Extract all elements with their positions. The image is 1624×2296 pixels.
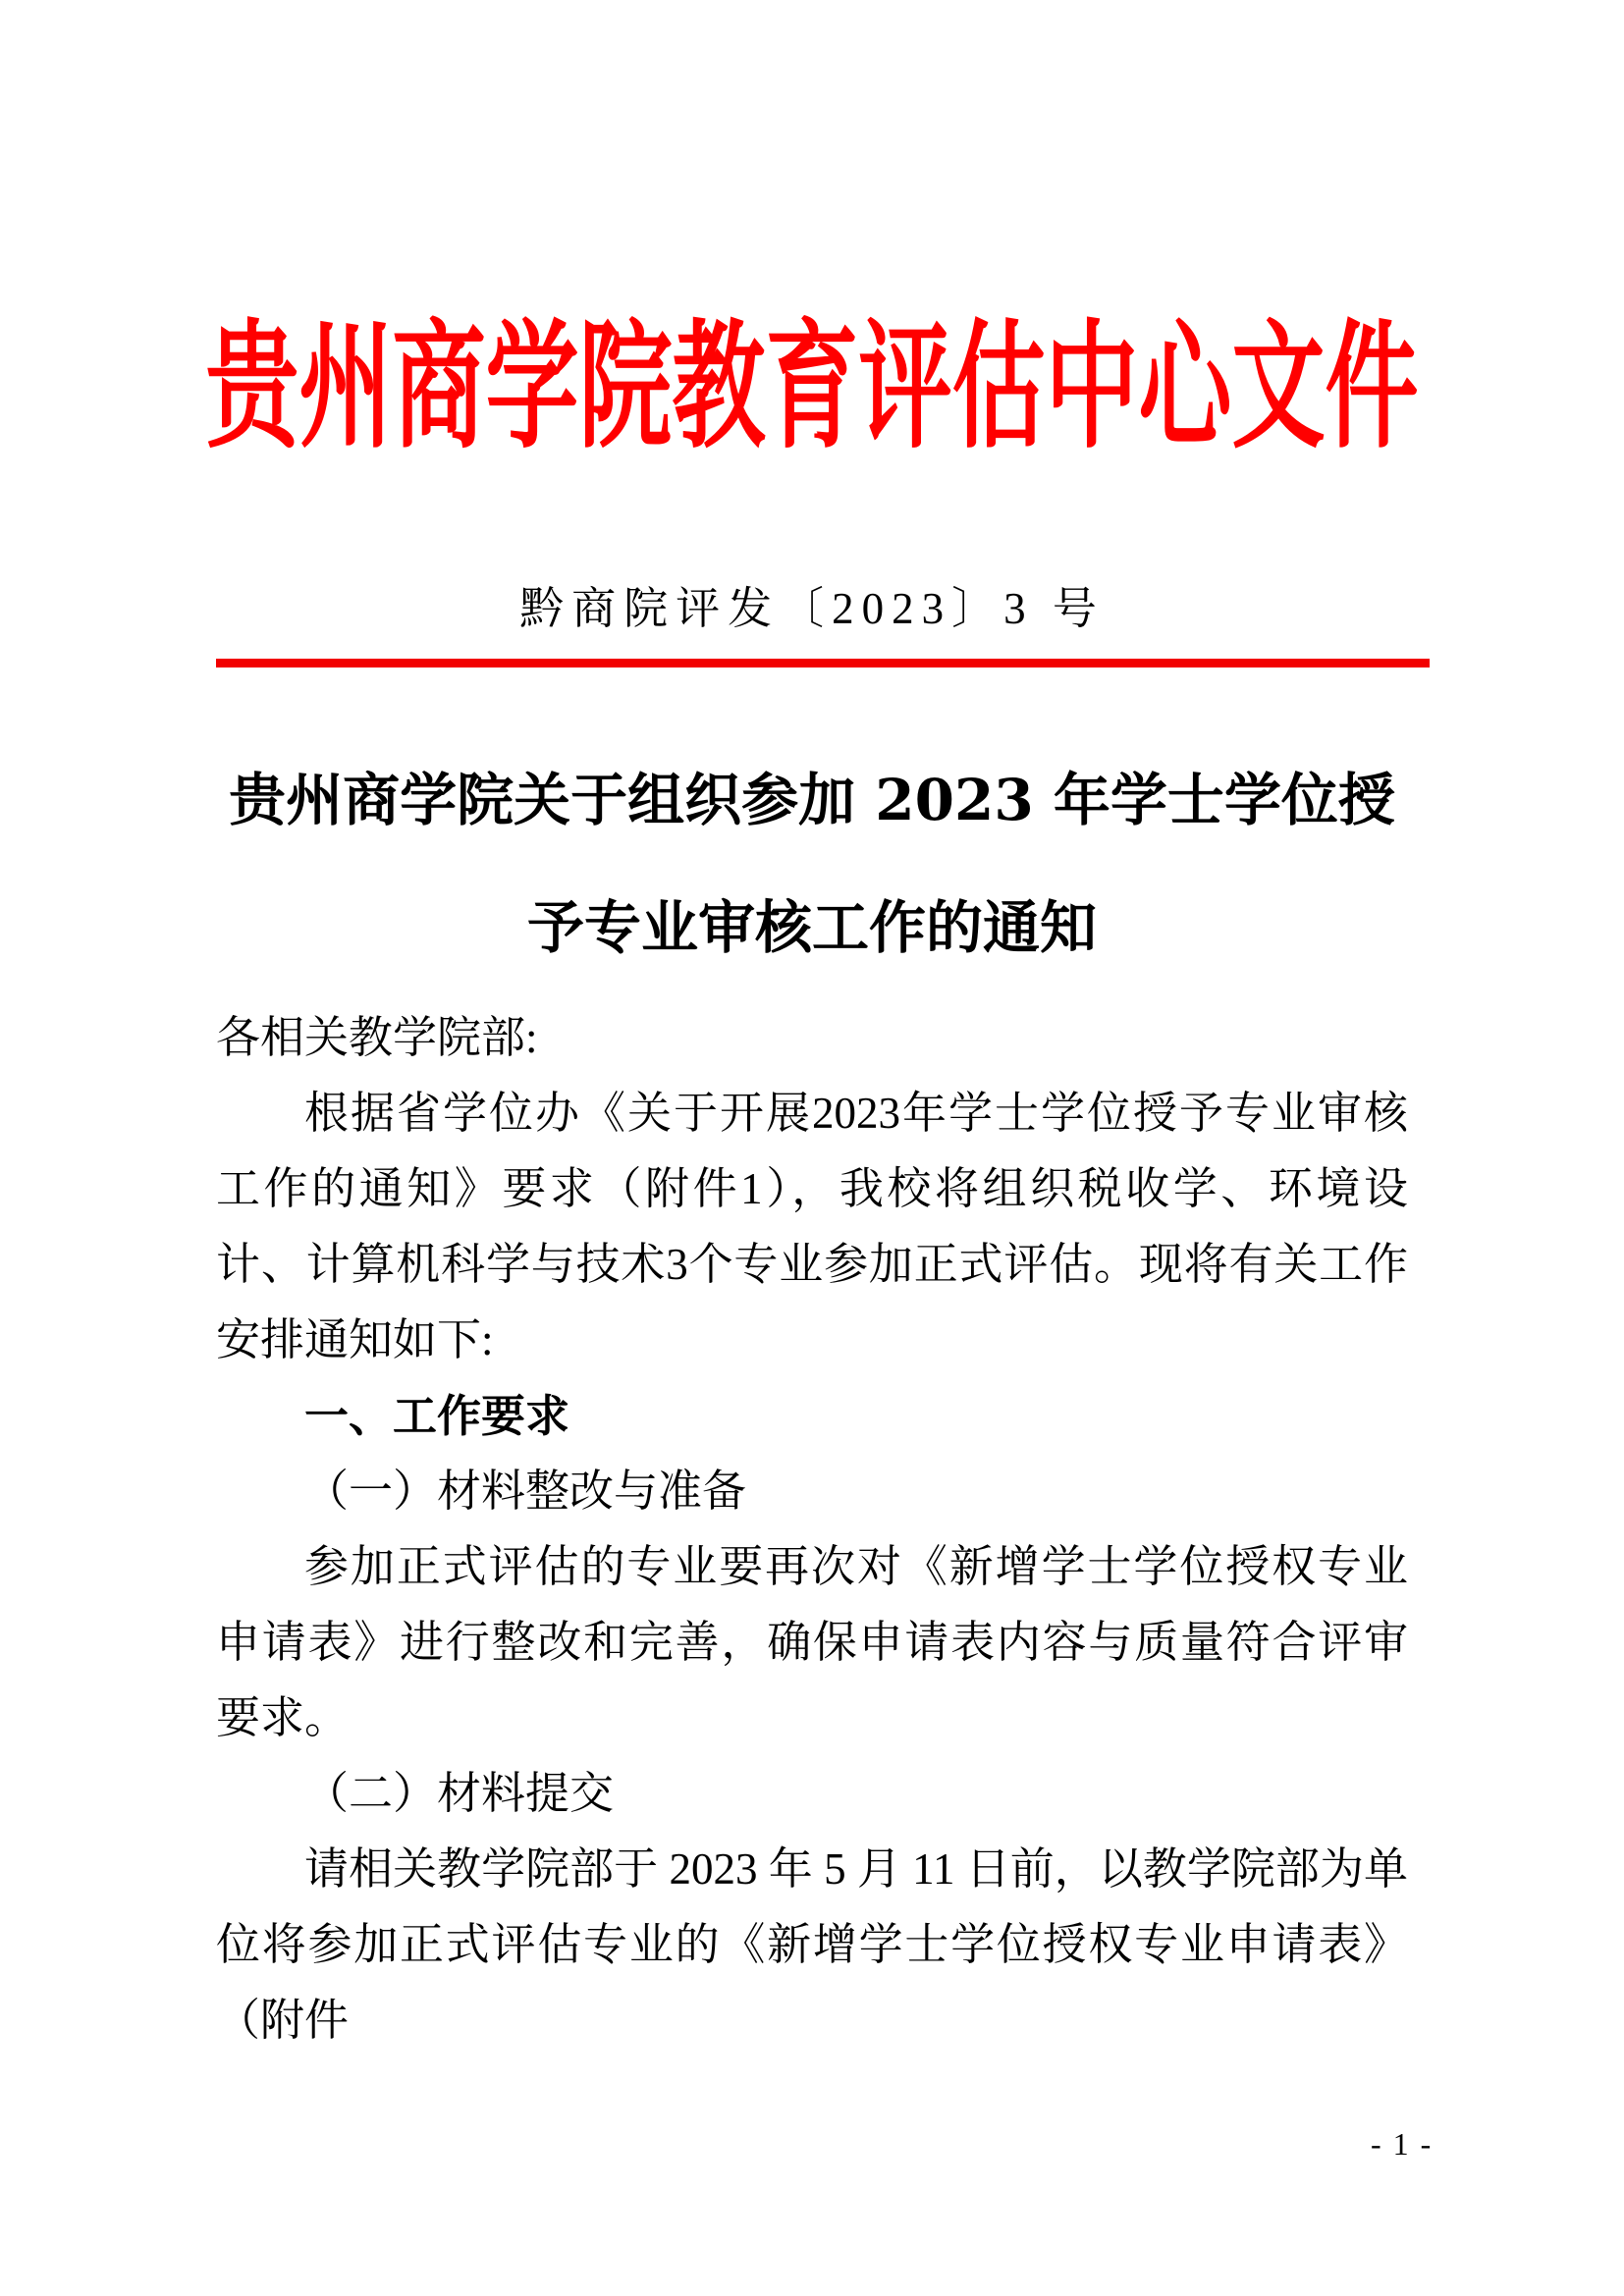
letterhead-org-title-text: 贵州商学院教育评估中心文件 — [205, 305, 1419, 468]
body-paragraph-subheading: （一）材料整改与准备 — [304, 1467, 747, 1516]
body-paragraph-normal: 参加正式评估的专业要再次对《新增学士学位授权专业申请表》进行整改和完善，确保申请表内容与质量符合评审要求。 — [216, 1542, 1408, 1742]
body-paragraph-normal: 请相关教学院部于 2023 年 5 月 11 日前，以教学院部为单位将参加正式评估专业的《新增学士学位授权专业申请表》（附件 — [216, 1844, 1408, 2045]
letterhead-org-title — [0, 305, 1624, 468]
page-number: - 1 - — [1371, 2126, 1434, 2162]
document-title-line2: 予专业审核工作的通知 — [526, 894, 1097, 961]
document-title-line1: 贵州商学院关于组织参加 2023 年学士学位授 — [229, 767, 1395, 833]
document-body — [216, 1000, 1408, 2058]
document-reference-number: 黔商院评发〔2023〕3 号 — [519, 584, 1105, 633]
body-paragraph-normal: 根据省学位办《关于开展2023年学士学位授予专业审核工作的通知》要求（附件1），我校将组织税收学、环境设计、计算机科学与技术3个专业参加正式评估。现将有关工作安排通知如下: — [216, 1089, 1408, 1364]
body-paragraph-heading: 一、工作要求 — [304, 1390, 570, 1442]
document-title — [147, 736, 1477, 991]
body-paragraph-subheading: （二）材料提交 — [304, 1769, 615, 1818]
body-paragraph-salutation: 各相关教学院部: — [216, 1013, 538, 1062]
letterhead-red-divider — [216, 659, 1430, 667]
